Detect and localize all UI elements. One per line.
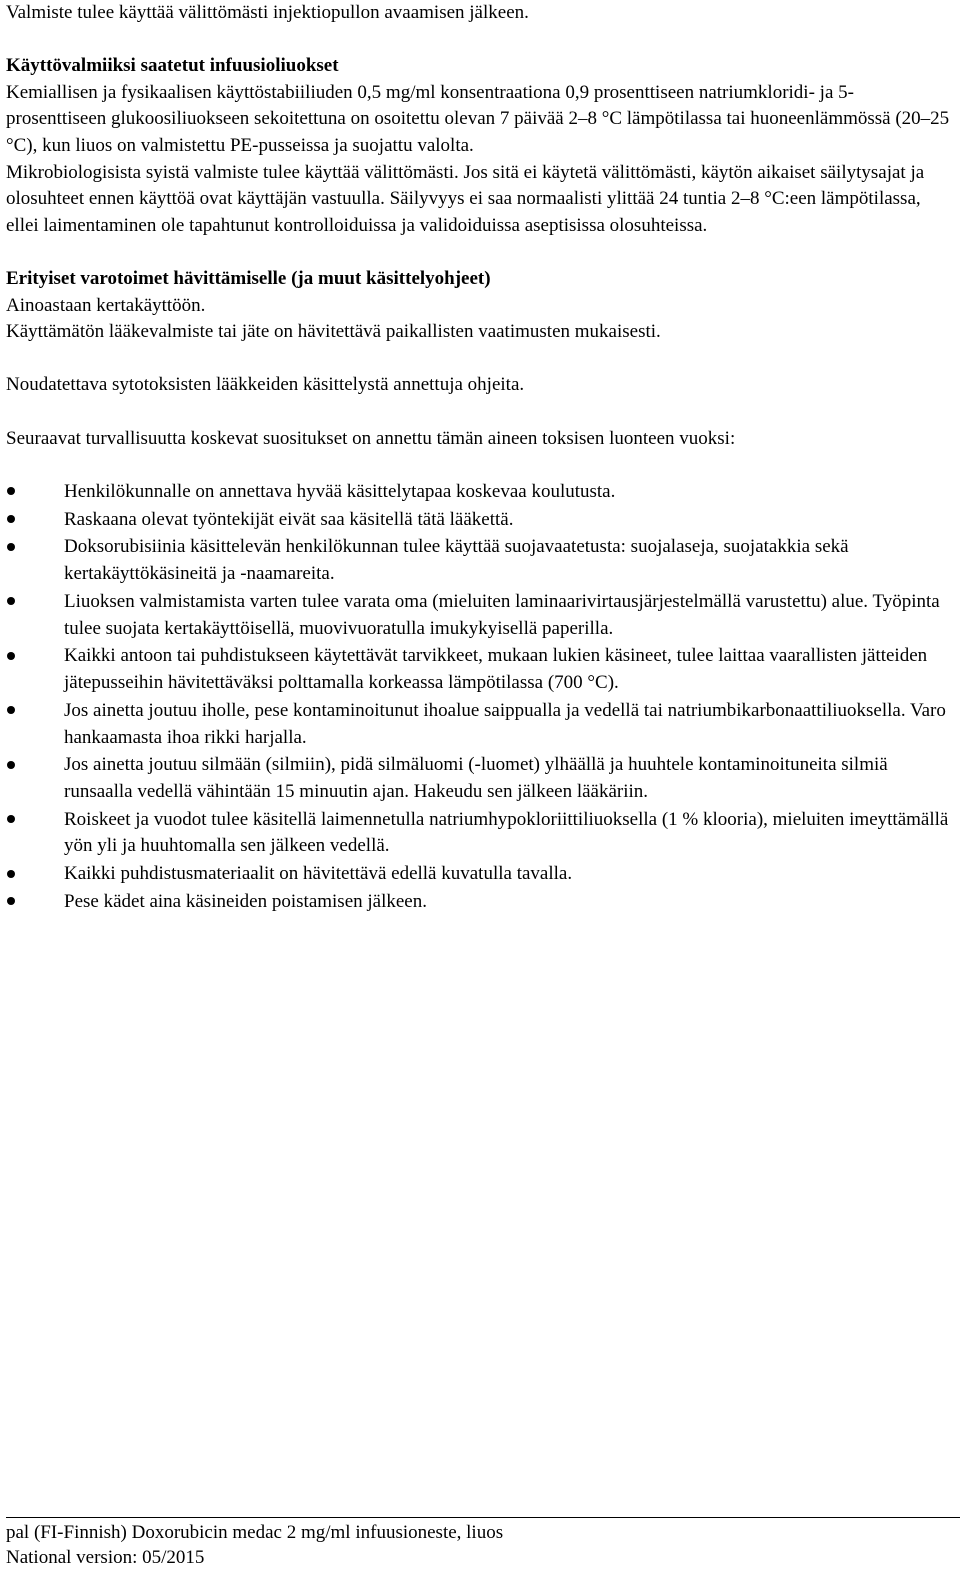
- list-item-text: Doksorubisiinia käsittelevän henkilökunnan tulee käyttää suojavaatetusta: suojalaseja, suojatakkia sekä kertakäyttökäsineitä ja -naamareita.: [64, 536, 849, 585]
- list-item: [6, 507, 952, 534]
- bullet-icon: [6, 752, 16, 779]
- bullet-icon: [6, 479, 16, 506]
- footer-version-line: National version: 05/2015: [6, 1547, 205, 1568]
- cytotoxic-note: Noudatettava sytotoksisten lääkkeiden käsittelystä annettuja ohjeita.: [6, 374, 525, 396]
- list-item-text: Henkilökunnalle on annettava hyvää käsittelytapaa koskevaa koulutusta.: [64, 480, 616, 502]
- list-item: [6, 889, 952, 916]
- bullet-icon: [6, 889, 16, 916]
- list-item: [6, 643, 952, 696]
- footer-product-line: pal (FI-Finnish) Doxorubicin medac 2 mg/ml infuusioneste, liuos: [6, 1522, 504, 1543]
- disposal-line-single-use: Ainoastaan kertakäyttöön.: [6, 294, 206, 316]
- list-item-text: Jos ainetta joutuu iholle, pese kontaminoitunut ihoalue saippualla ja vedellä tai natriumbikarbonaattiliuoksella. Varo hankaamasta ihoa rikki harjalla.: [64, 699, 946, 748]
- list-item-text: Pese kädet aina käsineiden poistamisen jälkeen.: [64, 891, 427, 913]
- list-item-text: Jos ainetta joutuu silmään (silmiin), pidä silmäluomi (-luomet) ylhäällä ja huuhtele kontaminoituneita silmiä runsaalla vedellä vähintään 15 minuutin ajan. Hakeudu sen jälkeen lääkäriin.: [64, 754, 888, 802]
- list-item-text: Kaikki antoon tai puhdistukseen käytettävät tarvikkeet, mukaan lukien käsineet, tulee laittaa vaarallisten jätteiden jätepusseihin hävitettäväksi polttamalla korkeassa lämpötilassa (700 °C).: [64, 645, 928, 694]
- page-footer: [6, 1517, 960, 1570]
- list-item: [6, 589, 952, 642]
- infusion-stability-paragraph: Kemiallisen ja fysikaalisen käyttöstabiiliuden 0,5 mg/ml konsentraationa 0,9 prosenttiseen natriumkloridi- ja 5-prosenttiseen glukoosiliuokseen sekoitettuna on osoitettu olevan 7 päivää 2–8 °C lämpötilassa tai huoneenlämmössä (20–25 °C), kun liuos on valmistettu PE-pusseissa ja suojattu valolta.: [6, 81, 950, 156]
- disposal-line-waste: Käyttämätön lääkevalmiste tai jäte on hävitettävä paikallisten vaatimusten mukaisesti.: [6, 321, 661, 343]
- document-page: [6, 0, 952, 917]
- list-item: [6, 752, 952, 805]
- list-item-text: Roiskeet ja vuodot tulee käsitellä laimennetulla natriumhypokloriittiliuoksella (1 % klooria), mieluiten imeyttämällä yön yli ja huuhtomalla sen jälkeen vedellä.: [64, 808, 949, 857]
- list-item: [6, 807, 952, 860]
- disposal-heading: Erityiset varotoimet hävittämiselle (ja muut käsittelyohjeet): [6, 267, 491, 289]
- list-item: [6, 534, 952, 587]
- bullet-icon: [6, 698, 16, 725]
- list-item: [6, 479, 952, 506]
- bullet-icon: [6, 589, 16, 616]
- bullet-icon: [6, 534, 16, 561]
- bullet-icon: [6, 643, 16, 670]
- bullet-icon: [6, 507, 16, 534]
- bullet-icon: [6, 861, 16, 888]
- infusion-microbiology-paragraph: Mikrobiologisista syistä valmiste tulee käyttää välittömästi. Jos sitä ei käytetä välittömästi, käytön aikaiset säilytysajat ja olosuhteet ennen käyttöä ovat käyttäjän vastuulla. Säilyvyys ei saa normaalisti ylittää 24 tuntia 2–8 °C:een lämpötilassa, ellei laimentaminen ole tapahtunut kontrolloiduissa ja validoiduissa aseptisissa olosuhteissa.: [6, 161, 925, 236]
- intro-line: Valmiste tulee käyttää välittömästi injektiopullon avaamisen jälkeen.: [6, 2, 529, 23]
- list-item-text: Raskaana olevat työntekijät eivät saa käsitellä tätä lääkettä.: [64, 508, 514, 530]
- infusion-heading: Käyttövalmiiksi saatetut infuusioliuokset: [6, 55, 339, 77]
- safety-list: [6, 479, 952, 916]
- list-item-text: Kaikki puhdistusmateriaalit on hävitettävä edellä kuvatulla tavalla.: [64, 863, 573, 885]
- list-item-text: Liuoksen valmistamista varten tulee varata oma (mieluiten laminaarivirtausjärjestelmällä varustettu) alue. Työpinta tulee suojata kertakäyttöisellä, muovivuoratulla imukykyisellä paperilla.: [64, 590, 940, 639]
- list-item: [6, 861, 952, 888]
- list-item: [6, 698, 952, 751]
- bullet-icon: [6, 807, 16, 834]
- safety-intro: Seuraavat turvallisuutta koskevat suositukset on annettu tämän aineen toksisen luonteen vuoksi:: [6, 427, 736, 449]
